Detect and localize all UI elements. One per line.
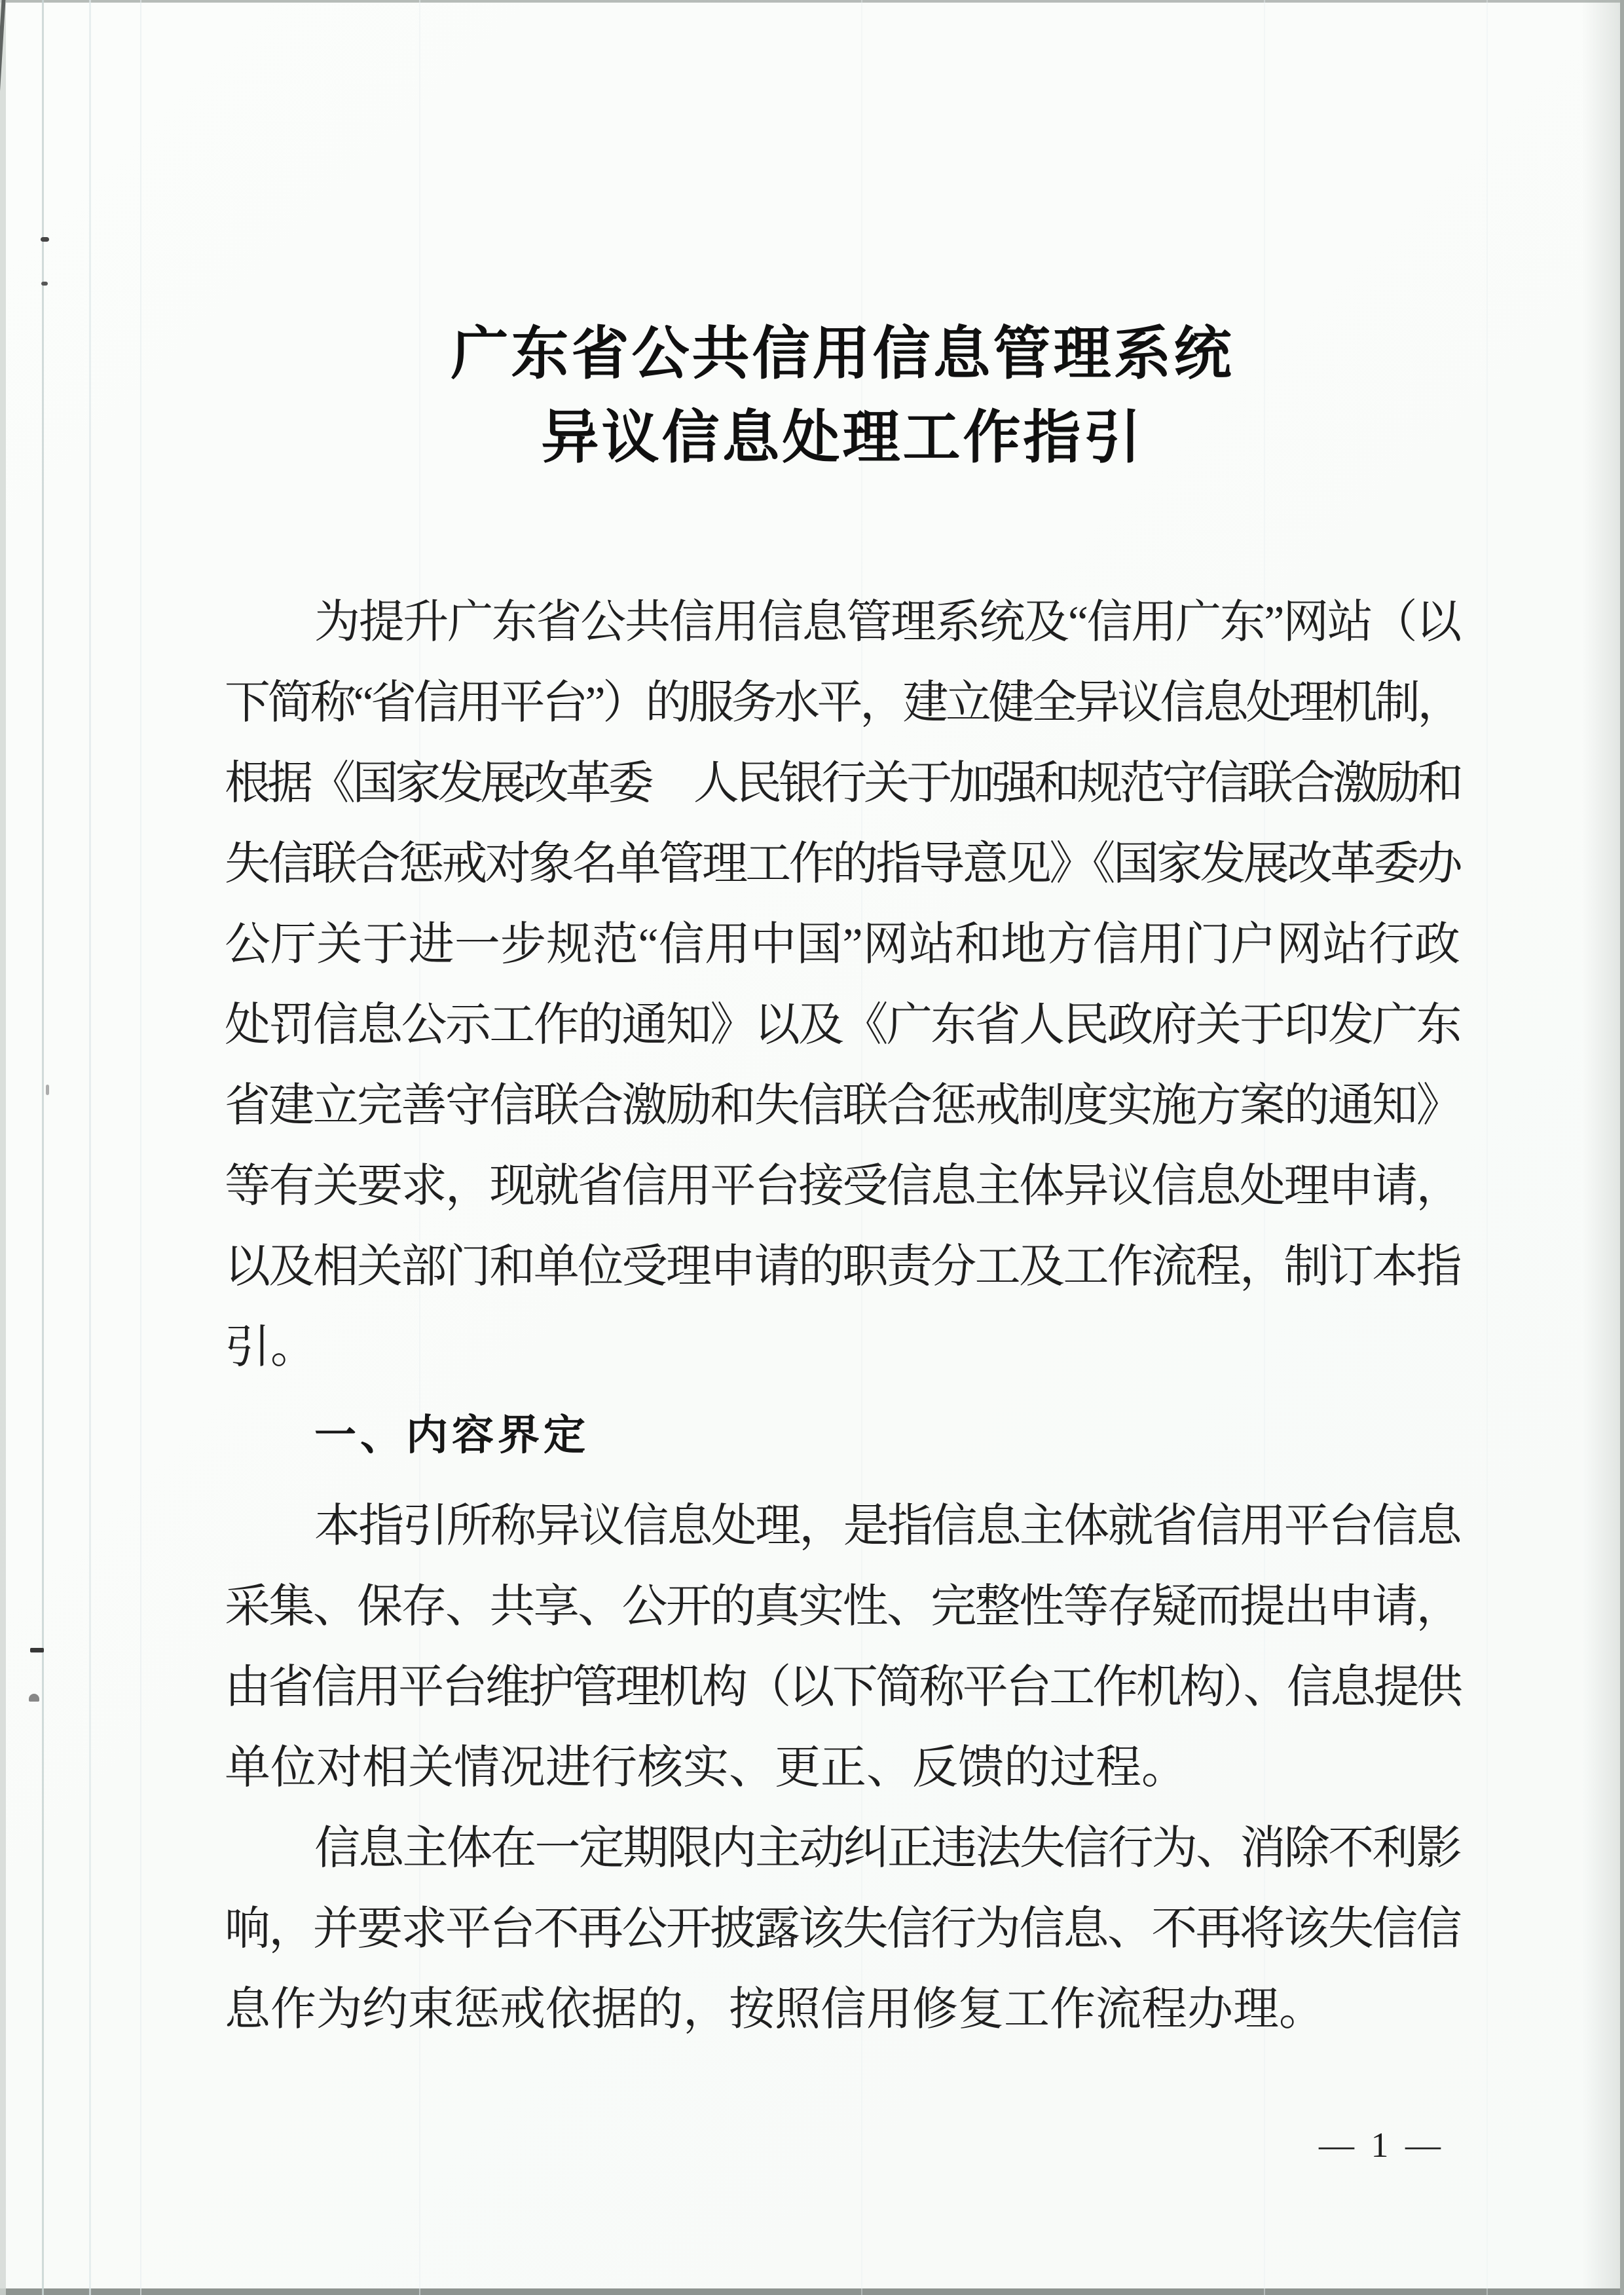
- section-heading: 一、内容界定: [314, 1411, 589, 1459]
- body-line: 响，并要求平台不再公开披露该失信行为信息、不再将该失信信: [225, 1904, 1460, 1954]
- body-line: 等有关要求，现就省信用平台接受信息主体异议信息处理申请，: [225, 1161, 1460, 1212]
- scan-speck: [41, 282, 48, 286]
- scan-edge-left: [0, 0, 6, 2295]
- body-line: 单位对相关情况进行核实、更正、反馈的过程。: [225, 1743, 1187, 1793]
- body-line: 息作为约束惩戒依据的，按照信用修复工作流程办理。: [225, 1985, 1325, 2035]
- scan-streak: [89, 0, 91, 2295]
- body-line: 引。: [225, 1322, 316, 1373]
- body-line: 信息主体在一定期限内主动纠正违法失信行为、消除不利影: [314, 1823, 1460, 1874]
- body-line: 采集、保存、共享、公开的真实性、完整性等存疑而提出申请，: [225, 1582, 1460, 1632]
- body-line: 下简称“省信用平台”）的服务水平，建立健全异议信息处理机制，: [225, 678, 1460, 728]
- scan-speck: [46, 1085, 49, 1095]
- page-number: — 1 —: [1319, 2125, 1445, 2165]
- scan-speck: [29, 1694, 39, 1702]
- body-line: 失信联合惩戒对象名单管理工作的指导意见》《国家发展改革委办: [225, 839, 1460, 889]
- scan-speck: [30, 1648, 44, 1652]
- title-line-1: 广东省公共信用信息管理系统: [451, 323, 1234, 386]
- scan-streak: [42, 0, 44, 2295]
- document-title: [225, 313, 1460, 481]
- scan-right-shadow-band: [1582, 0, 1621, 2295]
- scan-streak: [140, 0, 141, 2295]
- body-line: 以及相关部门和单位受理申请的职责分工及工作流程，制订本指: [225, 1242, 1460, 1292]
- body-line: 省建立完善守信联合激励和失信联合惩戒制度实施方案的通知》: [225, 1081, 1460, 1131]
- body-line: 为提升广东省公共信用信息管理系统及“信用广东”网站（以: [314, 597, 1460, 648]
- body-line: 本指引所称异议信息处理，是指信息主体就省信用平台信息: [314, 1501, 1460, 1552]
- scan-speck: [41, 237, 49, 242]
- scan-edge-top: [0, 0, 1624, 3]
- body-line: 处罚信息公示工作的通知》以及《广东省人民政府关于印发广东: [225, 1000, 1460, 1051]
- scan-streak: [1486, 0, 1488, 2295]
- scan-edge-bottom: [0, 2288, 1624, 2295]
- body-line: 由省信用平台维护管理机构（以下简称平台工作机构）、信息提供: [225, 1662, 1460, 1713]
- title-line-2: 异议信息处理工作指引: [541, 407, 1144, 470]
- body-line: 公厅关于进一步规范“信用中国”网站和地方信用门户网站行政: [225, 920, 1460, 970]
- scan-edge-right: [1620, 0, 1624, 2295]
- body-line: 根据《国家发展改革委 人民银行关于加强和规范守信联合激励和: [225, 758, 1460, 809]
